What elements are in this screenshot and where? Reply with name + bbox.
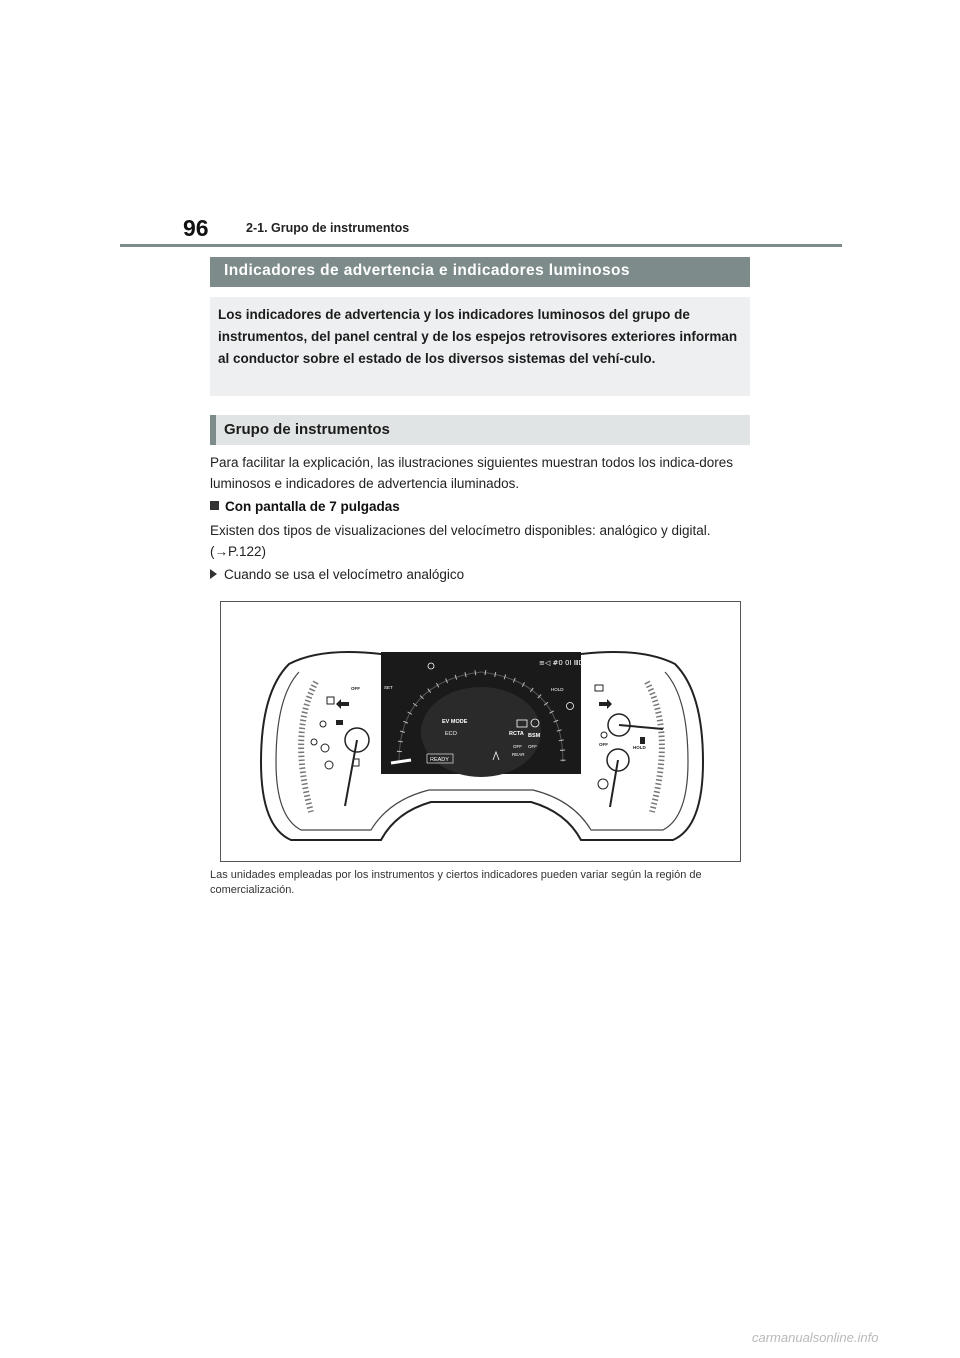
off-right-label: OFF bbox=[599, 742, 608, 747]
heading-7-inch-text: Con pantalla de 7 pulgadas bbox=[225, 499, 400, 514]
section-title-bar bbox=[210, 257, 750, 287]
page-number: 96 bbox=[183, 215, 209, 241]
ready-label: READY bbox=[430, 757, 449, 763]
heading-7-inch bbox=[210, 499, 400, 514]
off-center-label-1: OFF bbox=[513, 744, 522, 749]
ev-mode-label: EV MODE bbox=[442, 719, 468, 725]
item-analog-text: Cuando se usa el velocímetro analógico bbox=[224, 567, 465, 582]
rcta-label: RCTA bbox=[509, 731, 524, 737]
fuel-icon bbox=[640, 737, 645, 744]
subsection-title: Grupo de instrumentos bbox=[224, 421, 390, 438]
bsm-label: BSM bbox=[528, 733, 541, 739]
subsection-title-bar bbox=[210, 415, 750, 445]
off-center-label-2: OFF bbox=[528, 744, 537, 749]
off-left-label: OFF bbox=[351, 686, 360, 691]
instrument-cluster-illustration bbox=[221, 602, 742, 863]
section-title: Indicadores de advertencia e indicadores luminosos bbox=[224, 262, 630, 279]
fuel-pump-icon bbox=[336, 720, 343, 725]
hold-top-label: HOLD bbox=[551, 687, 564, 692]
eco-label: ECO bbox=[445, 731, 457, 737]
paragraph-display-types: Existen dos tipos de visualizaciones del velocímetro disponibles: analógico y digital. (→P.122) bbox=[210, 523, 711, 559]
rear-label: REAR bbox=[512, 752, 525, 757]
item-analog-speedometer bbox=[210, 567, 464, 582]
hold-right-label: HOLD bbox=[633, 745, 646, 750]
intro-text: Los indicadores de advertencia y los indicadores luminosos del grupo de instrumentos, del panel central y de los espejos retrovisores exteriores informan al conductor sobre el estado de los diversos sistemas del vehí-culo. bbox=[218, 307, 738, 366]
running-head: 2-1. Grupo de instrumentos bbox=[246, 221, 410, 235]
intro-box bbox=[210, 297, 750, 396]
header-rule bbox=[120, 244, 842, 247]
headlight-icon: ≡◁ #0 0I ⅢD bbox=[539, 659, 584, 667]
square-bullet-icon bbox=[210, 501, 219, 510]
figure-caption: Las unidades empleadas por los instrumentos y ciertos indicadores pueden variar según la región de comercialización. bbox=[210, 869, 702, 896]
triangle-bullet-icon bbox=[210, 569, 217, 579]
instrument-cluster-figure bbox=[220, 601, 741, 862]
paragraph-explanation: Para facilitar la explicación, las ilustraciones siguientes muestran todos los indica-dores luminosos e indicadores de advertencia iluminados. bbox=[210, 455, 734, 491]
watermark: carmanualsonline.info bbox=[752, 1330, 879, 1345]
set-label: SET bbox=[384, 685, 393, 690]
